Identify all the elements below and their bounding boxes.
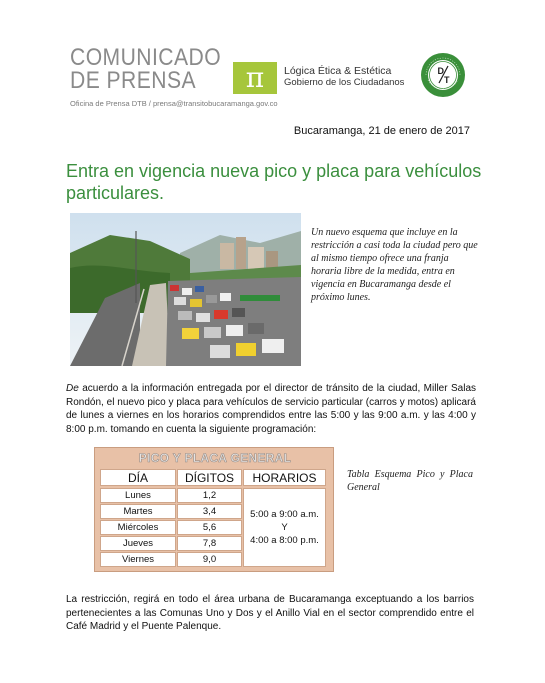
table-header-hours: HORARIOS xyxy=(243,469,326,486)
schedule-evening: 4:00 a 8:00 p.m. xyxy=(250,535,319,546)
table-header-digits: DÍGITOS xyxy=(177,469,242,486)
government-slogan xyxy=(284,65,404,89)
slogan-line-2: Gobierno de los Ciudadanos xyxy=(284,77,405,88)
headline: Entra en vigencia nueva pico y placa para vehículos particulares. xyxy=(66,161,482,203)
table-title: PICO Y PLACA GENERAL xyxy=(138,451,292,465)
table-schedule-cell xyxy=(243,488,326,567)
table-row-day: Viernes xyxy=(100,552,176,567)
press-header xyxy=(70,44,480,116)
table-row-day: Lunes xyxy=(100,488,176,503)
schedule-morning: 5:00 a 9:00 a.m. xyxy=(250,509,319,520)
table-caption: Tabla Esquema Pico y Placa General xyxy=(347,469,473,493)
table-row-digits: 5,6 xyxy=(177,520,242,535)
svg-text:T: T xyxy=(444,75,450,85)
table-row-day: Jueves xyxy=(100,536,176,551)
paragraph-dropcap: De xyxy=(66,383,79,394)
schedule-join: Y xyxy=(281,522,288,533)
slogan-line-1: Lógica Ética & Estética xyxy=(284,65,392,77)
brand-line-2: DE PRENSA xyxy=(70,67,197,94)
paragraph-schedule-text: acuerdo a la información entregada por el director de tránsito de la ciudad, Miller Salas Rondón, el nuevo pico y placa para vehículos de servicio particular (carros y motos) aplicará de lunes a viernes en los horarios comprendidos entre las 5:00 y las 9:00 a.m. y las 4:00 y 8:00 p.m. tomando en cuenta la siguiente programación: xyxy=(66,383,476,435)
table-row-digits: 9,0 xyxy=(177,552,242,567)
traffic-photo xyxy=(70,213,301,366)
brand-title xyxy=(70,46,220,92)
transit-seal-icon xyxy=(420,52,466,98)
table-header-day: DÍA xyxy=(100,469,176,486)
table-row-digits: 1,2 xyxy=(177,488,242,503)
table-row-day: Miércoles xyxy=(100,520,176,535)
date-line: Bucaramanga, 21 de enero de 2017 xyxy=(293,125,470,137)
brand-line-1: COMUNICADO xyxy=(70,44,222,71)
lead-summary: Un nuevo esquema que incluye en la restricción a casi toda la ciudad pero que al mismo tiempo ofrece una franja horaria libre de la medida, entra en vigencia en Bucaramanga desde el próximo lunes. xyxy=(311,227,478,303)
pico-placa-table xyxy=(94,447,334,572)
table-row-day: Martes xyxy=(100,504,176,519)
svg-text:D: D xyxy=(437,66,444,76)
press-office-contact: Oficina de Prensa DTB / prensa@transitobucaramanga.gov.co xyxy=(70,99,278,108)
paragraph-schedule xyxy=(66,382,476,436)
pi-logo-icon: π xyxy=(233,62,277,94)
table-row-digits: 3,4 xyxy=(177,504,242,519)
paragraph-exceptions: La restricción, regirá en todo el área urbana de Bucaramanga exceptuando a los barrios pertenecientes a las Comunas Uno y Dos y el Anillo Vial en el sector comprendido entre el Café Madrid y el Puente Palenque. xyxy=(66,594,474,632)
table-row-digits: 7,8 xyxy=(177,536,242,551)
